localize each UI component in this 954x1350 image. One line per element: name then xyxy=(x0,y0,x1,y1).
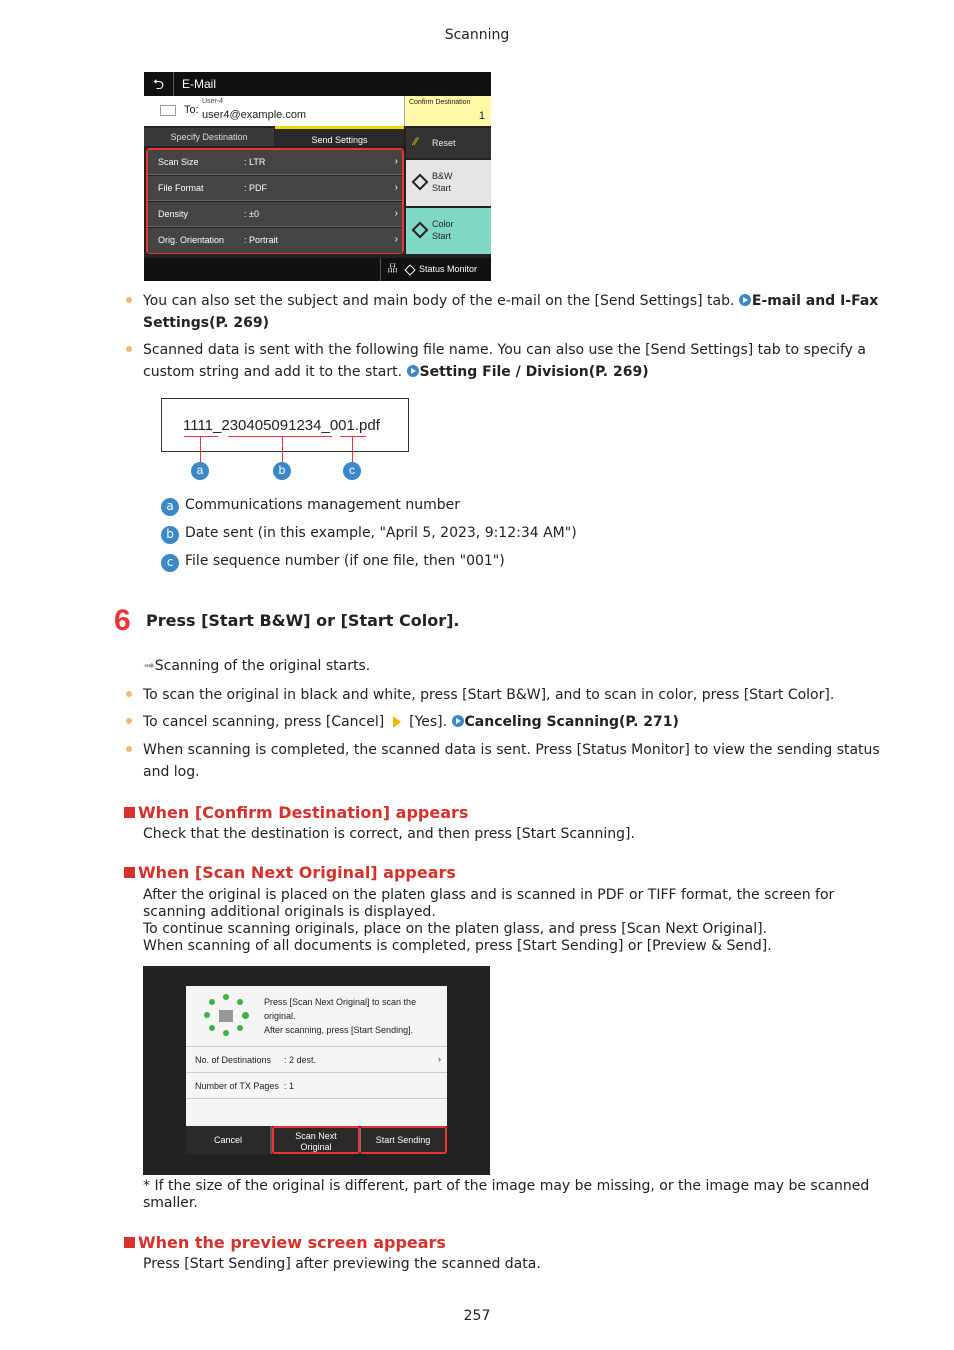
bullet-icon xyxy=(126,346,135,355)
step-result xyxy=(143,658,370,674)
legend-marker-b: b xyxy=(161,526,179,544)
email-address: user4@example.com xyxy=(202,109,307,121)
legend-marker-a: a xyxy=(161,498,179,516)
chevron-right-icon: › xyxy=(394,234,398,245)
section-square-icon xyxy=(124,1237,135,1248)
row-key: Number of TX Pages xyxy=(195,1081,279,1091)
status-monitor-label: Status Monitor xyxy=(419,264,478,274)
title-bar xyxy=(144,72,491,96)
setting-row-orientation[interactable] xyxy=(148,228,402,253)
dialog-buttons xyxy=(186,1126,447,1154)
start-icon xyxy=(412,222,429,239)
setting-key: Scan Size xyxy=(158,157,199,167)
section-heading-preview: When the preview screen appears xyxy=(124,1233,446,1252)
chevron-right-icon: › xyxy=(394,182,398,193)
status-monitor-button[interactable] xyxy=(406,264,477,274)
bullet-text xyxy=(143,711,883,733)
link-arrow-icon xyxy=(739,294,751,306)
confirm-destination-label: Confirm Destination xyxy=(409,99,471,106)
scanning-progress-icon xyxy=(204,994,248,1038)
section-square-icon xyxy=(124,867,135,878)
start-label: Start xyxy=(432,231,452,241)
printer-icon xyxy=(219,1010,233,1022)
section-square-icon xyxy=(124,807,135,818)
link-email-ifax-settings[interactable]: E-mail and I-Fax Settings(P. 269) xyxy=(143,293,879,331)
setting-row-file-format[interactable] xyxy=(148,176,402,201)
status-monitor-icon xyxy=(404,264,415,275)
bullet-text xyxy=(143,290,883,334)
section-body-next: After the original is placed on the platen glass and is scanned in PDF or TIFF format, the screen for scanning additional originals is displayed. To continue scanning originals, place on the platen glass, and press [Scan Next Original]. When scanning of all documents is completed, press [Start Sending] or [Preview & Send]. xyxy=(143,887,835,954)
page-number: 257 xyxy=(463,1308,491,1324)
underline-c xyxy=(340,436,366,437)
row-value: : 2 dest. xyxy=(284,1055,317,1065)
setting-value: : PDF xyxy=(244,183,268,193)
color-start-button[interactable] xyxy=(406,208,491,254)
bullet-body: You can also set the subject and main body of the e-mail on the [Send Settings] tab. xyxy=(143,293,739,309)
row-key: No. of Destinations xyxy=(195,1055,272,1065)
link-setting-file-division[interactable]: Setting File / Division(P. 269) xyxy=(419,364,649,380)
arrow-right-icon xyxy=(393,716,401,728)
tx-pages-row xyxy=(186,1072,447,1098)
bullet-body: To cancel scanning, press [Cancel] xyxy=(143,714,389,730)
bullet-icon xyxy=(126,297,135,306)
chevron-right-icon: › xyxy=(394,208,398,219)
scan-next-screenshot xyxy=(143,966,490,1175)
row-value: : 1 xyxy=(284,1081,295,1091)
link-arrow-icon xyxy=(452,715,464,727)
cancel-button[interactable]: Cancel xyxy=(213,1135,242,1145)
network-icon[interactable]: 品 xyxy=(380,258,404,281)
bullet-text: When scanning is completed, the scanned data is sent. Press [Status Monitor] to view the sending status and log. xyxy=(143,742,880,780)
filename-example: 1111_230405091234_001.pdf xyxy=(183,417,380,434)
tab-send-settings[interactable]: Send Settings xyxy=(275,126,404,146)
bullet-text xyxy=(143,339,883,383)
leader-b xyxy=(282,436,283,462)
legend-text-c: File sequence number (if one file, then "001") xyxy=(185,553,505,569)
setting-key: Density xyxy=(158,209,189,219)
reset-button[interactable] xyxy=(406,128,491,158)
result-arrow-icon: ➟ xyxy=(143,658,155,674)
start-icon xyxy=(412,174,429,191)
reset-label: Reset xyxy=(432,138,456,148)
section-body-preview: Press [Start Sending] after previewing the scanned data. xyxy=(143,1256,541,1272)
scan-next-dialog xyxy=(186,986,447,1154)
bw-label: B&W xyxy=(432,171,453,181)
start-label: Start xyxy=(432,183,452,193)
legend-text-a: Communications management number xyxy=(185,497,460,513)
setting-row-density[interactable] xyxy=(148,202,402,227)
scan-next-original-button[interactable]: Scan Next Original xyxy=(272,1126,360,1154)
step-result-text: Scanning of the original starts. xyxy=(154,658,371,674)
setting-value: : Portrait xyxy=(244,235,279,245)
start-sending-button[interactable]: Start Sending xyxy=(360,1126,447,1154)
to-label: To: xyxy=(184,104,199,116)
underline-b xyxy=(228,436,332,437)
setting-key: Orig. Orientation xyxy=(158,235,225,245)
underline-a xyxy=(184,436,218,437)
section-heading-confirm: When [Confirm Destination] appears xyxy=(124,803,468,822)
bullet-text: To scan the original in black and white, press [Start B&W], and to scan in color, press [Start Color]. xyxy=(143,687,835,703)
size-note: * If the size of the original is different, part of the image may be missing, or the image may be scanned smaller. xyxy=(143,1178,870,1211)
chevron-right-icon: › xyxy=(394,156,398,167)
confirm-destination[interactable] xyxy=(404,96,491,126)
setting-value: : LTR xyxy=(244,157,266,167)
confirm-destination-count: 1 xyxy=(478,110,485,122)
setting-key: File Format xyxy=(158,183,204,193)
envelope-icon xyxy=(160,105,176,116)
legend-marker-c: c xyxy=(161,554,179,572)
page-header: Scanning xyxy=(444,27,510,43)
destinations-row[interactable] xyxy=(186,1046,447,1072)
link-canceling-scanning[interactable]: Canceling Scanning(P. 271) xyxy=(464,714,679,730)
section-body-confirm: Check that the destination is correct, and then press [Start Scanning]. xyxy=(143,826,635,842)
leader-c xyxy=(352,436,353,462)
bullet-body: Scanned data is sent with the following file name. You can also use the [Send Settings] tab to specify a custom string and add it to the start. xyxy=(143,342,866,380)
color-label: Color xyxy=(432,219,454,229)
bw-start-button[interactable] xyxy=(406,160,491,206)
bottom-bar xyxy=(144,258,491,281)
bullet-icon xyxy=(126,718,135,727)
leader-a xyxy=(200,436,201,462)
user-label: User-4 xyxy=(202,98,224,105)
link-arrow-icon xyxy=(407,365,419,377)
screen-title: E-Mail xyxy=(182,77,217,91)
email-settings-screenshot xyxy=(144,72,491,281)
marker-c: c xyxy=(343,462,361,480)
reset-icon: ⁄⁄ xyxy=(414,136,418,148)
bullet-body: [Yes]. xyxy=(404,714,452,730)
section-heading-next: When [Scan Next Original] appears xyxy=(124,863,456,882)
tab-specify-destination[interactable]: Specify Destination xyxy=(144,128,274,146)
setting-row-scan-size[interactable] xyxy=(148,150,402,175)
chevron-right-icon: › xyxy=(438,1054,441,1064)
settings-highlight xyxy=(146,148,404,254)
marker-a: a xyxy=(191,462,209,480)
step-number: 6 xyxy=(114,604,131,637)
bullet-icon xyxy=(126,746,135,755)
bullet-icon xyxy=(126,691,135,700)
back-arrow-icon[interactable]: ⮌ xyxy=(144,72,174,96)
setting-value: : ±0 xyxy=(244,209,259,219)
to-bar[interactable] xyxy=(144,96,404,126)
empty-row xyxy=(186,1098,447,1126)
legend-text-b: Date sent (in this example, "April 5, 2023, 9:12:34 AM") xyxy=(185,525,577,541)
dialog-message: Press [Scan Next Original] to scan the original. After scanning, press [Start Sending]. xyxy=(264,997,417,1035)
marker-b: b xyxy=(273,462,291,480)
step-text: Press [Start B&W] or [Start Color]. xyxy=(146,611,460,630)
